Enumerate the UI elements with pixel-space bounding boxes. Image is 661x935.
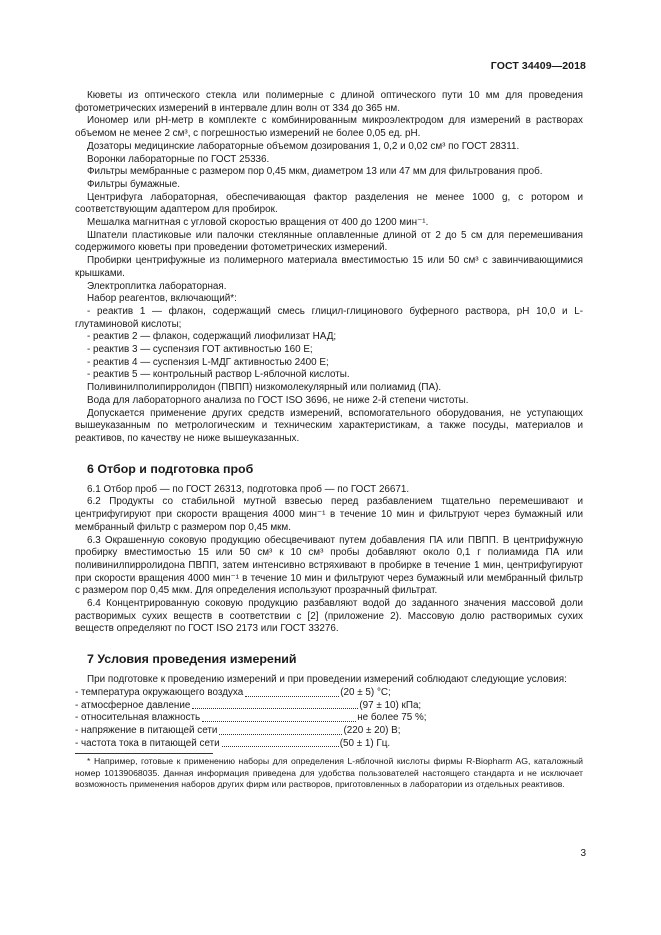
reagent-item: - реактив 5 — контрольный раствор L-яблочной кислоты. bbox=[87, 369, 350, 381]
reagent-item: - реактив 4 — суспензия L-МДГ активностью 2400 Е; bbox=[87, 356, 329, 368]
document-body bbox=[75, 90, 583, 790]
equipment-item: Фильтры бумажные. bbox=[87, 178, 180, 190]
condition-row bbox=[75, 738, 583, 751]
reagent-item: - реактив 3 — суспензия ГОТ активностью 160 Е; bbox=[87, 344, 313, 356]
additional-items bbox=[75, 382, 583, 446]
footnote-separator bbox=[75, 753, 213, 754]
condition-value: (97 ± 10) кПа; bbox=[359, 699, 422, 711]
reagent-item: - реактив 1 — флакон, содержащий смесь глицил-глицинового буферного раствора, pH 10,0 и L-глутаминовой кислоты; bbox=[75, 305, 583, 330]
reagent-list bbox=[75, 306, 583, 382]
clause-6-1: 6.1 Отбор проб — по ГОСТ 26313, подготовка проб — по ГОСТ 26671. bbox=[87, 483, 410, 495]
condition-row bbox=[75, 687, 583, 700]
leader-dots bbox=[202, 720, 356, 722]
equipment-item: Пробирки центрифужные из полимерного материала вместимостью 15 или 50 см³ с завинчивающимися крышками. bbox=[75, 255, 583, 279]
condition-label: - частота тока в питающей сети bbox=[75, 737, 220, 749]
paragraph: Поливинилполипирролидон (ПВПП) низкомолекулярный или полиамид (ПА). bbox=[87, 382, 442, 394]
condition-value: (220 ± 20) В; bbox=[343, 724, 401, 736]
leader-dots bbox=[219, 733, 342, 735]
paragraph: Допускается применение других средств измерений, вспомогательного оборудования, не уступающих вышеуказанным по метрологическим и техническим характеристикам, а также посуды, материалов и реактивов, по качеству не ниже вышеуказанных. bbox=[75, 407, 583, 444]
section-7-intro: При подготовке к проведению измерений и при проведении измерений соблюдают следующие условия: bbox=[87, 674, 567, 686]
footnote: * Например, готовые к применению наборы для определения L-яблочной кислоты фирмы R-Biopharm AG, каталожный номер 10139068035. Данная информация приведена для удобства пользователей настоящего стандарта и не исключает возможность применения наборов других фирм или растворов, приготовленных в лаборатории из отдельных реактивов. bbox=[75, 756, 583, 790]
clause-6-2: 6.2 Продукты со стабильной мутной взвесью перед разбавлением тщательно перемешивают и центрифугируют при скорости вращения 4000 мин⁻¹ в течение 10 мин и фильтруют через бумажный или мембранный фильтр с размером пор 0,45 мкм. bbox=[75, 496, 583, 533]
page-number: 3 bbox=[580, 848, 586, 859]
condition-label: - температура окружающего воздуха bbox=[75, 686, 244, 698]
equipment-item: Иономер или pH-метр в комплекте с комбинированным микроэлектродом для измерений в растворах объемом не менее 2 см³, с погрешностью измерений не более 0,05 ед. pH. bbox=[75, 115, 583, 140]
leader-dots bbox=[222, 745, 339, 747]
section-6-heading: 6 Отбор и подготовка проб bbox=[87, 461, 254, 476]
equipment-item: Кюветы из оптического стекла или полимерные с длиной оптического пути 10 мм для проведения фотометрических измерений в интервале длин волн от 334 до 365 нм. bbox=[75, 90, 583, 114]
condition-label: - напряжение в питающей сети bbox=[75, 724, 218, 736]
equipment-item: Воронки лабораторные по ГОСТ 25336. bbox=[87, 153, 270, 165]
equipment-item: Шпатели пластиковые или палочки стеклянные оплавленные длиной от 2 до 5 см для перемешивания содержимого кюветы при проведении фотометрических измерений. bbox=[75, 229, 583, 254]
clause-6-4: 6.4 Концентрированную соковую продукцию разбавляют водой до заданного значения массовой доли растворимых сухих веществ в соответствии с [2] (приложение 2). Массовую долю растворимых сухих веществ определяют по ГОСТ ISO 2173 или ГОСТ 33276. bbox=[75, 598, 583, 635]
condition-row bbox=[75, 725, 583, 738]
equipment-item: Набор реагентов, включающий*: bbox=[87, 293, 237, 305]
condition-value: (50 ± 1) Гц. bbox=[339, 737, 391, 749]
equipment-item: Электроплитка лабораторная. bbox=[87, 280, 227, 292]
condition-label: - атмосферное давление bbox=[75, 699, 191, 711]
leader-dots bbox=[245, 695, 339, 697]
equipment-list bbox=[75, 90, 583, 306]
condition-label: - относительная влажность bbox=[75, 712, 201, 724]
conditions-list bbox=[75, 687, 583, 750]
equipment-item: Дозаторы медицинские лабораторные объемом дозирования 1, 0,2 и 0,02 см³ по ГОСТ 28311. bbox=[87, 140, 520, 152]
condition-row bbox=[75, 700, 583, 713]
equipment-item: Центрифуга лабораторная, обеспечивающая фактор разделения не менее 1000 g, с ротором и соответствующим адаптером для пробирок. bbox=[75, 191, 583, 216]
section-7-heading: 7 Условия проведения измерений bbox=[87, 652, 297, 667]
condition-value: (20 ± 5) °С; bbox=[340, 686, 391, 698]
equipment-item: Фильтры мембранные с размером пор 0,45 мкм, диаметром 13 или 47 мм для фильтрования проб. bbox=[87, 166, 543, 178]
condition-value: не более 75 %; bbox=[357, 712, 427, 724]
document-header: ГОСТ 34409—2018 bbox=[490, 60, 586, 72]
condition-row bbox=[75, 712, 583, 725]
clause-6-3: 6.3 Окрашенную соковую продукцию обесцвечивают путем добавления ПА или ПВПП. В центрифужную пробирку вместимостью 15 или 50 см³ к 10 см³ пробы добавляют около 0,1 г полиамида ПА или поливинилпирролидона ПВПП, затем интенсивно встряхивают в пробирке в течение 1 мин, центрифугируют при скорости вращения 4000 мин⁻¹ в течение 10 мин и фильтруют через бумажный или мембранный фильтр с размером пор 0,45 мкм. Для определения используют прозрачный фильтрат. bbox=[75, 534, 583, 597]
equipment-item: Мешалка магнитная с угловой скоростью вращения от 400 до 1200 мин⁻¹. bbox=[87, 217, 429, 229]
reagent-item: - реактив 2 — флакон, содержащий лиофилизат НАД; bbox=[87, 331, 337, 343]
paragraph: Вода для лабораторного анализа по ГОСТ ISO 3696, не ниже 2-й степени чистоты. bbox=[87, 394, 469, 406]
leader-dots bbox=[192, 707, 358, 709]
